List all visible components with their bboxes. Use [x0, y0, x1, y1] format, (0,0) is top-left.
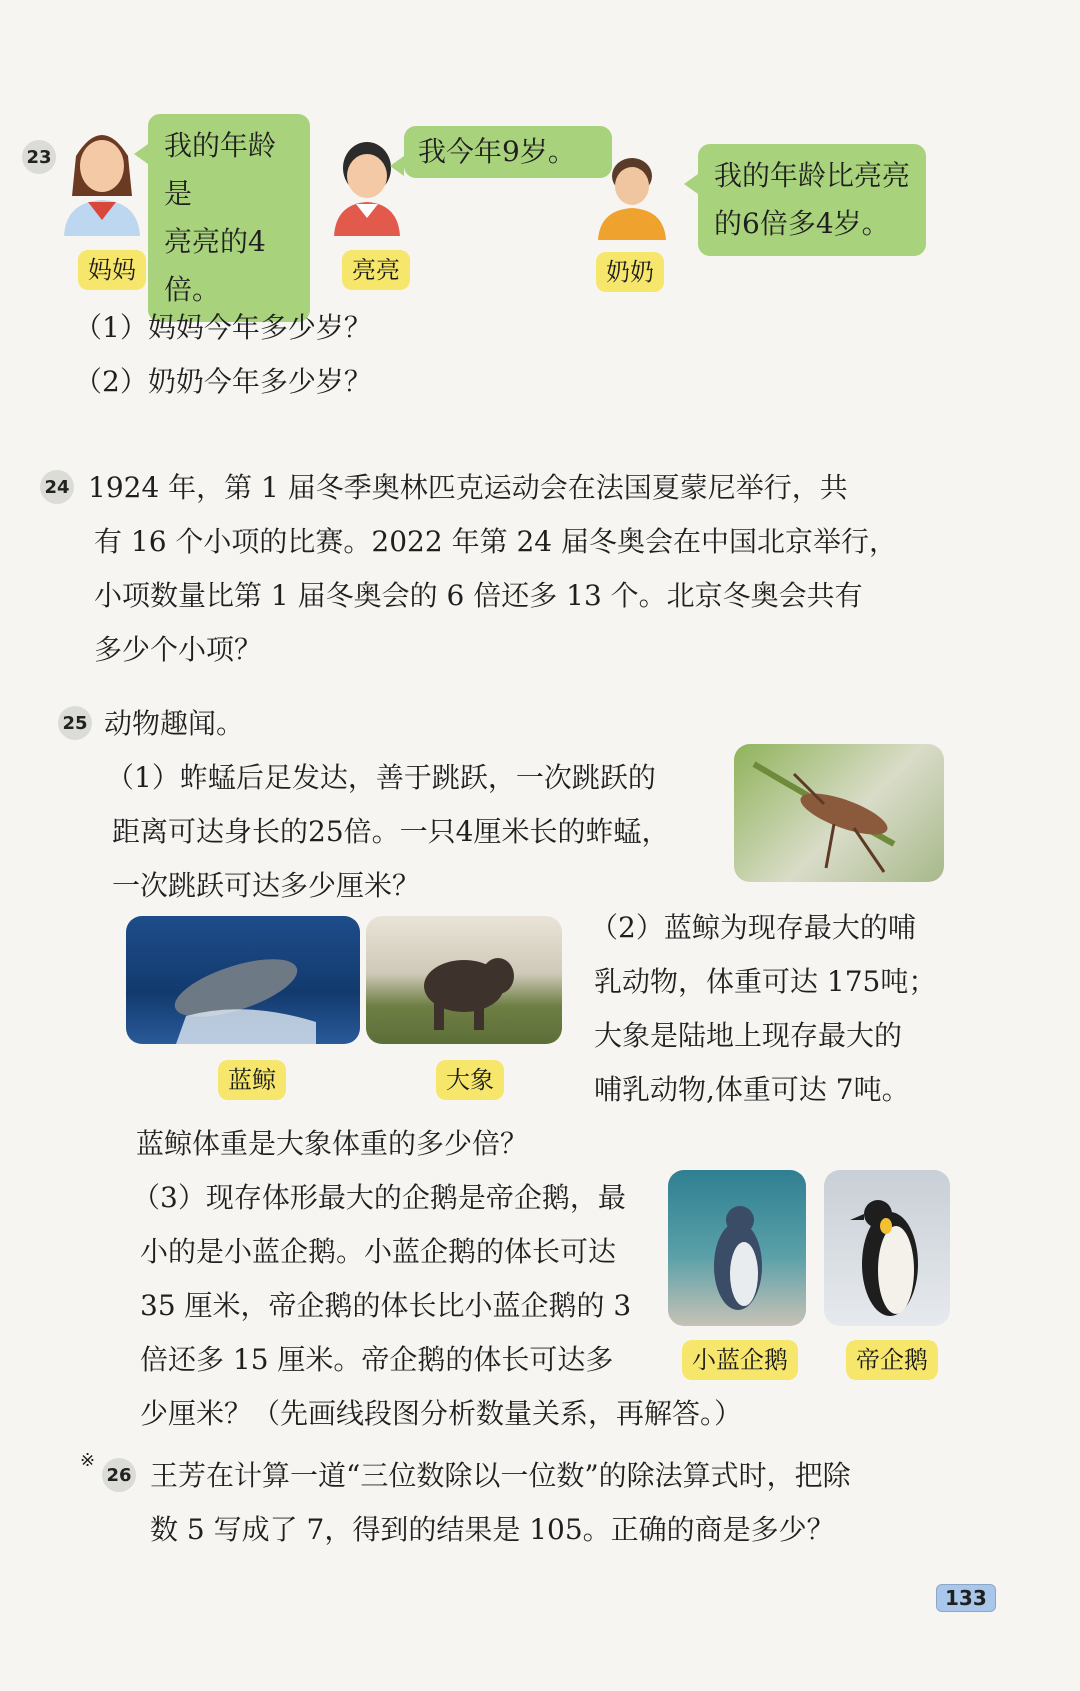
grandma-bubble-line2: 的6倍多4岁。	[714, 207, 890, 240]
mom-illustration	[56, 116, 148, 236]
q24-line2: 有 16 个小项的比赛。2022 年第 24 届冬奥会在中国北京举行，	[94, 525, 898, 558]
emperor-penguin-label: 帝企鹅	[846, 1340, 938, 1380]
question-number-23: 23	[22, 140, 56, 174]
mom-label: 妈妈	[78, 250, 146, 290]
q25-p3-line2: 小的是小蓝企鹅。小蓝企鹅的体长可达	[140, 1235, 617, 1268]
starred-mark: ※	[80, 1450, 96, 1471]
boy-bubble-text: 我今年9岁。	[418, 135, 576, 168]
question-number-24: 24	[40, 470, 74, 504]
q25-title: 动物趣闻。	[104, 707, 245, 740]
q23-sub1: （1）妈妈今年多少岁？	[74, 311, 372, 344]
q25-p2-line1: （2）蓝鲸为现存最大的哺	[590, 911, 916, 944]
q25-p1-line2: 距离可达身长的25倍。一只4厘米长的蚱蜢，	[112, 815, 670, 848]
boy-label: 亮亮	[342, 250, 410, 290]
q25-p3-line5: 少厘米？（先画线段图分析数量关系，再解答。）	[140, 1397, 743, 1430]
q25-p2-line3: 大象是陆地上现存最大的	[594, 1019, 903, 1052]
question-number-26: 26	[102, 1458, 136, 1492]
q25-p2-line2: 乳动物，体重可达 175吨；	[594, 965, 937, 998]
q24-line4: 多少个小项？	[94, 633, 263, 666]
grasshopper-photo	[734, 744, 944, 882]
mom-speech-bubble	[148, 114, 310, 322]
elephant-photo	[366, 916, 562, 1044]
elephant-label: 大象	[436, 1060, 504, 1100]
q24-line3: 小项数量比第 1 届冬奥会的 6 倍还多 13 个。北京冬奥会共有	[94, 579, 863, 612]
q25-p3-line4: 倍还多 15 厘米。帝企鹅的体长可达多	[140, 1343, 614, 1376]
emperor-penguin-photo	[824, 1170, 950, 1326]
grandma-speech-bubble	[698, 144, 926, 256]
little-blue-penguin-photo	[668, 1170, 806, 1326]
mom-bubble-line2: 亮亮的4倍。	[164, 225, 266, 306]
page-number: 133	[936, 1584, 996, 1612]
q25-p3-line1: （3）现存体形最大的企鹅是帝企鹅，最	[132, 1181, 626, 1214]
little-blue-penguin-label: 小蓝企鹅	[682, 1340, 798, 1380]
q25-p1-line3: 一次跳跃可达多少厘米？	[112, 869, 421, 902]
q25-p2-line4: 哺乳动物,体重可达 7吨。	[594, 1073, 910, 1106]
q23-sub2: （2）奶奶今年多少岁？	[74, 365, 372, 398]
mom-bubble-line1: 我的年龄是	[164, 129, 277, 210]
q25-p1-line1: （1）蚱蜢后足发达，善于跳跃，一次跳跃的	[106, 761, 656, 794]
question-number-25: 25	[58, 706, 92, 740]
boy-illustration	[328, 132, 406, 236]
whale-photo	[126, 916, 360, 1044]
grandma-bubble-line1: 我的年龄比亮亮	[714, 159, 911, 192]
boy-speech-bubble	[404, 126, 612, 178]
grandma-illustration	[592, 152, 672, 240]
q25-p2-question: 蓝鲸体重是大象体重的多少倍？	[136, 1127, 529, 1160]
whale-label: 蓝鲸	[218, 1060, 286, 1100]
grandma-label: 奶奶	[596, 252, 664, 292]
q26-line1: 王芳在计算一道“三位数除以一位数”的除法算式时，把除	[150, 1459, 851, 1492]
q24-line1: 1924 年，第 1 届冬季奥林匹克运动会在法国夏蒙尼举行，共	[88, 471, 848, 504]
q26-line2: 数 5 写成了 7，得到的结果是 105。正确的商是多少？	[150, 1513, 835, 1546]
q25-p3-line3: 35 厘米，帝企鹅的体长比小蓝企鹅的 3	[140, 1289, 632, 1322]
